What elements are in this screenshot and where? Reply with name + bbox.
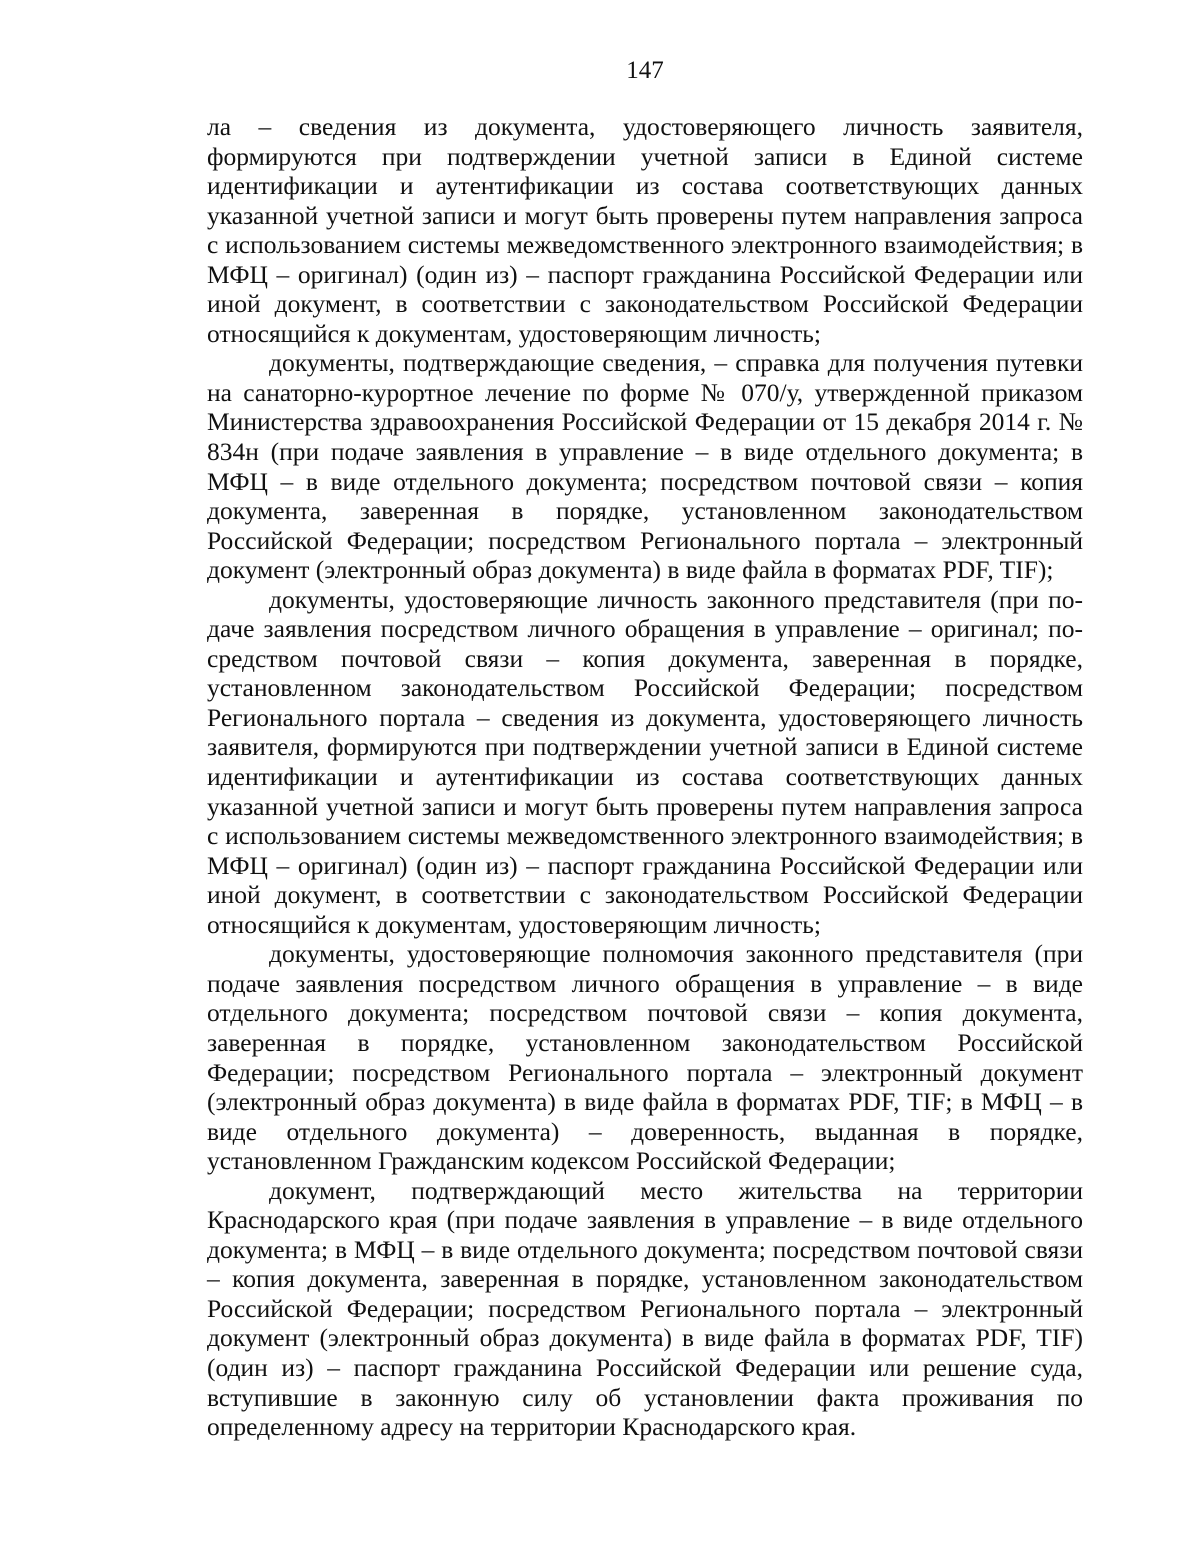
paragraph-representative-authority: документы, удостоверяющие полномочия законного представителя (при подаче заявления посредством личного обращения в управление – в виде отдельного документа; посредством почтовой связи – копия документа, заверенная в порядке, установленном законодательством Российской Федерации; посредством Регионального портала – электронный документ (электронный образ документа) в виде файла в форматах PDF, TIF; в МФЦ – в виде отдельного документа) – доверенность, выданная в порядке, установленном Гражданским кодексом Российской Федерации;: [207, 939, 1083, 1176]
document-body: [207, 112, 1083, 1442]
paragraph-representative-identity: документы, удостоверяющие личность законного представителя (при подаче заявления посредством личного обращения в управление – оригинал; посредством почтовой связи – копия документа, заверенная в порядке, установленном законодательством Российской Федерации; посредством Регионального портала – сведения из документа, удостоверяющего личность заявителя, формируются при подтверждении учетной записи в Единой системе идентификации и аутентификации из состава соответствующих данных указанной учетной записи и могут быть проверены путем направления запроса с использованием системы межведомственного электронного взаимодействия; в МФЦ – оригинал) (один из) – паспорт гражданина Российской Федерации или иной документ, в соответствии с законодательством Российской Федерации относящийся к документам, удостоверяющим личность;: [207, 584, 1083, 939]
paragraph-identity-documents-continued: ла – сведения из документа, удостоверяющего личность заявителя, формируются при подтверждении учетной записи в Единой системе идентификации и аутентификации из состава соответствующих данных указанной учетной записи и могут быть проверены путем направления запроса с использованием системы межведомственного электронного взаимодействия; в МФЦ – оригинал) (один из) – паспорт гражданина Российской Федерации или иной документ, в соответствии с законодательством Российской Федерации относящийся к документам, удостоверяющим личность;: [207, 112, 1083, 348]
paragraph-supporting-documents: документы, подтверждающие сведения, – справка для получения путевки на санаторно-курортное лечение по форме № 070/у, утвержденной приказом Министерства здравоохранения Российской Федерации от 15 декабря 2014 г. № 834н (при подаче заявления в управление – в виде отдельного документа; в МФЦ – в виде отдельного документа; посредством почтовой связи – копия документа, заверенная в порядке, установленном законодательством Российской Федерации; посредством Регионального портала – электронный документ (электронный образ документа) в виде файла в форматах PDF, TIF);: [207, 348, 1083, 585]
paragraph-residence-document: документ, подтверждающий место жительства на территории Краснодарского края (при подаче заявления в управление – в виде отдельного документа; в МФЦ – в виде отдельного документа; посредством почтовой связи – копия документа, заверенная в порядке, установленном законодательством Российской Федерации; посредством Регионального портала – электронный документ (электронный образ документа) в виде файла в форматах PDF, TIF) (один из) – паспорт гражданина Российской Федерации или решение суда, вступившие в законную силу об установлении факта проживания по определенному адресу на территории Краснодарского края.: [207, 1175, 1083, 1442]
page-number: 147: [626, 57, 664, 84]
